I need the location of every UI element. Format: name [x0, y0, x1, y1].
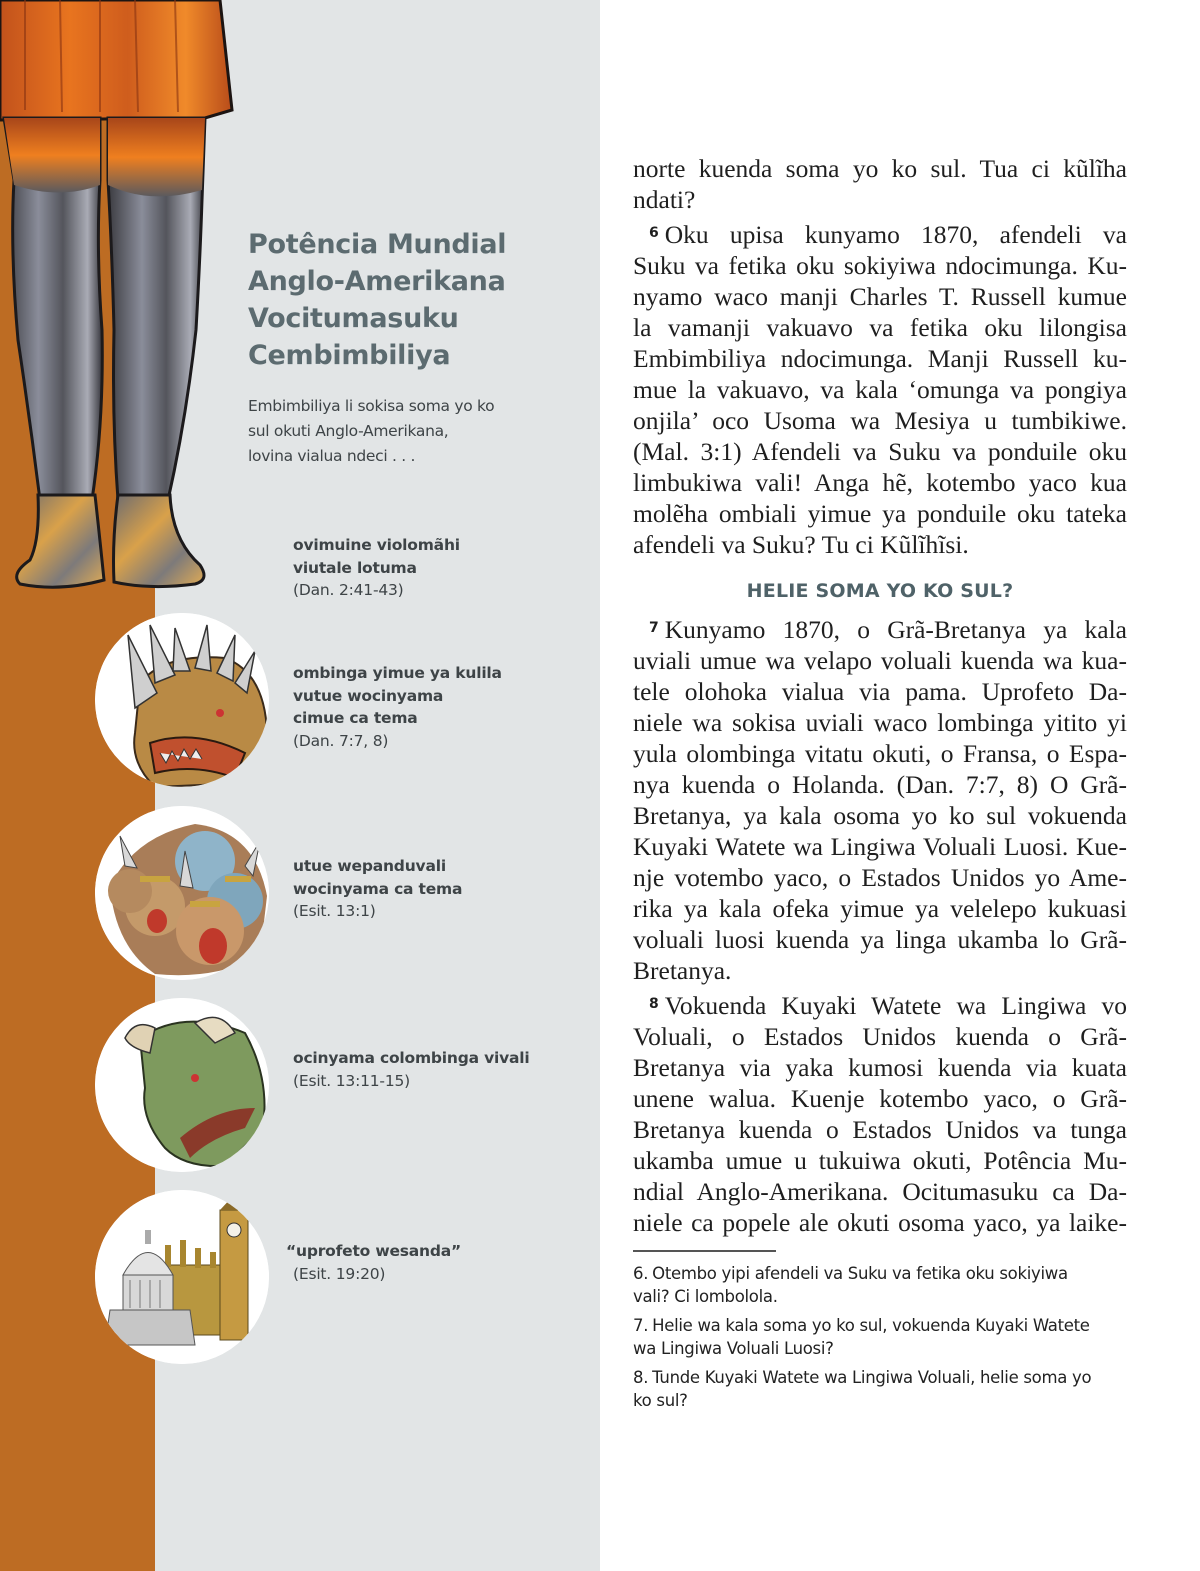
- caption-two-horned-beast: [293, 1047, 563, 1092]
- paragraph-number: 7: [649, 620, 659, 636]
- text-line: afendeli va Suku? Tu ci Kũlĩhĩsi.: [633, 530, 969, 559]
- caption-text: ombinga yimue ya kulila vutue wocinyama cimue ca tema: [293, 664, 502, 727]
- text-line: [633, 613, 1127, 645]
- text-line: uviali umue wa velapo voluali kuenda wa kua-: [633, 646, 1127, 675]
- text-line: [633, 989, 1127, 1021]
- text-line: norte kuenda soma yo ko sul. Tua ci kũlĩha: [633, 154, 1127, 183]
- text-line: tele olohoka vialua via pama. Uprofeto Da-: [633, 677, 1127, 706]
- text-line: Voluali, o Estados Unidos kuenda o Grã-: [633, 1022, 1127, 1051]
- paragraph-continued: [633, 153, 1127, 215]
- footnote-divider: [633, 1250, 776, 1252]
- sidebar-intro-line: Embimbiliya li sokisa soma yo ko: [248, 397, 495, 415]
- caption-text: ocinyama colombinga vivali: [293, 1049, 530, 1067]
- two-horned-beast-head-icon: [95, 998, 269, 1172]
- text-line: limbukiwa vali! Anga hẽ, kotembo yaco kua: [633, 468, 1127, 497]
- text-line: Kuyaki Watete wa Lingiwa Voluali Luosi. Kue-: [633, 832, 1127, 861]
- statue-legs-illustration: [0, 0, 240, 595]
- two-horned-beast-medallion: [95, 998, 269, 1172]
- question-text: wa Lingiwa Voluali Luosi?: [633, 1339, 834, 1358]
- text-line: niele ca popele ale okuti osoma yaco, ya laike-: [633, 1208, 1127, 1237]
- question-text: Helie wa kala soma yo ko sul, vokuenda Kuyaki Watete: [652, 1316, 1090, 1335]
- sidebar-title-line: Cembimbiliya: [248, 340, 451, 371]
- caption-scripture-ref: (Esit. 13:11-15): [293, 1071, 410, 1090]
- sidebar-title-line: Anglo-Amerikana: [248, 266, 506, 297]
- text-line: unene walua. Kuenje kotembo yaco, o Grã-: [633, 1084, 1127, 1113]
- text-line: nya kuenda o Holanda. (Dan. 7:7, 8) O Grã-: [633, 770, 1127, 799]
- text-line: [633, 218, 1127, 250]
- text-line: (Mal. 3:1) Afendeli va Suku va ponduile oku: [633, 437, 1127, 466]
- seven-headed-beast-icon: [95, 806, 269, 980]
- paragraph-7: [633, 613, 1127, 986]
- text-line: Bretanya via yaka kumosi kuenda via kuata: [633, 1053, 1127, 1082]
- capitol-and-big-ben-icon: [95, 1190, 269, 1364]
- question-number: 6.: [633, 1264, 649, 1283]
- false-prophet-medallion: [95, 1190, 269, 1364]
- caption-text: “uprofeto wesanda”: [286, 1242, 462, 1260]
- caption-scripture-ref: (Esit. 19:20): [293, 1264, 386, 1283]
- text-line: ndial Anglo-Amerikana. Ocitumasuku ca Da-: [633, 1177, 1127, 1206]
- text-line: niele wa sokisa uviali waco lombinga yitito yi: [633, 708, 1127, 737]
- sidebar-title: [248, 226, 578, 374]
- seven-headed-beast-medallion: [95, 806, 269, 980]
- question-text: ko sul?: [633, 1391, 688, 1410]
- text-line: ndati?: [633, 185, 696, 214]
- article-body: [633, 153, 1127, 1238]
- sidebar-title-line: Potência Mundial: [248, 229, 507, 260]
- paragraph-6: [633, 218, 1127, 560]
- text-line: molẽha ombiali yimue ya ponduile oku tateka: [633, 499, 1127, 528]
- caption-scripture-ref: (Esit. 13:1): [293, 902, 376, 920]
- question-text: vali? Ci lombolola.: [633, 1287, 778, 1306]
- paragraph-8: [633, 989, 1127, 1238]
- caption-seven-headed-beast: [293, 855, 563, 923]
- text-line: Embimbiliya ndocimunga. Manji Russell ku-: [633, 344, 1127, 373]
- section-subheading: HELIE SOMA YO KO SUL?: [746, 580, 1014, 602]
- text-line: Bretanya, ya kala osoma yo ko sul vokuenda: [633, 801, 1127, 830]
- ten-horned-beast-medallion: [95, 613, 269, 787]
- text-line: rika ya kala ofeka yimue ya velelepo kukuasi: [633, 894, 1127, 923]
- text-line: la vamanji vakuavo va fetika oku lilongisa: [633, 313, 1127, 342]
- text-line-content: Oku upisa kunyamo 1870, afendeli va: [664, 220, 1127, 249]
- study-question: [633, 1262, 1127, 1308]
- text-line: nje votembo yaco, o Estados Unidos yo Ame-: [633, 863, 1127, 892]
- caption-text: utue wepanduvali wocinyama ca tema: [293, 857, 463, 898]
- text-line-content: Kunyamo 1870, o Grã-Bretanya ya kala: [664, 615, 1127, 644]
- paragraph-number: 8: [649, 996, 659, 1012]
- text-line: yula olombinga vitatu okuti, o Fransa, o Espa-: [633, 739, 1127, 768]
- question-number: 7.: [633, 1316, 649, 1335]
- text-line: ukamba umue u tukuiwa okuti, Potência Mu-: [633, 1146, 1127, 1175]
- text-line-content: Vokuenda Kuyaki Watete wa Lingiwa vo: [664, 991, 1127, 1020]
- text-line: onjila’ oco Usoma wa Mesiya u tumbikiwe.: [633, 406, 1127, 435]
- text-line: voluali luosi kuenda ya linga ukamba lo Grã-: [633, 925, 1127, 954]
- question-number: 8.: [633, 1368, 649, 1387]
- study-questions: [633, 1262, 1127, 1418]
- text-line: mue la vakuavo, va kala ‘omunga va pongiya: [633, 375, 1127, 404]
- study-question: [633, 1366, 1127, 1412]
- paragraph-number: 6: [649, 225, 659, 241]
- caption-scripture-ref: (Dan. 2:41-43): [293, 581, 404, 599]
- text-line: Bretanya.: [633, 956, 732, 985]
- sidebar-intro: [248, 394, 548, 469]
- caption-text: ovimuine violomãhi viutale lotuma: [293, 536, 460, 577]
- text-line: nyamo waco manji Charles T. Russell kumue: [633, 282, 1127, 311]
- text-line: Suku va fetika oku sokiyiwa ndocimunga. Ku-: [633, 251, 1127, 280]
- text-line: Bretanya kuenda o Estados Unidos va tunga: [633, 1115, 1127, 1144]
- ten-horned-beast-head-icon: [95, 613, 269, 787]
- study-question: [633, 1314, 1127, 1360]
- question-text: Tunde Kuyaki Watete wa Lingiwa Voluali, helie soma yo: [652, 1368, 1092, 1387]
- sidebar-intro-line: sul okuti Anglo-Amerikana,: [248, 422, 449, 440]
- caption-ten-horned-beast: [293, 662, 563, 752]
- caption-scripture-ref: (Dan. 7:7, 8): [293, 731, 389, 750]
- question-text: Otembo yipi afendeli va Suku va fetika oku sokiyiwa: [652, 1264, 1068, 1283]
- caption-statue-feet: [293, 534, 563, 602]
- caption-false-prophet: [286, 1240, 556, 1285]
- sidebar-intro-line: lovina vialua ndeci . . .: [248, 447, 416, 465]
- sidebar-title-line: Vocitumasuku: [248, 303, 459, 334]
